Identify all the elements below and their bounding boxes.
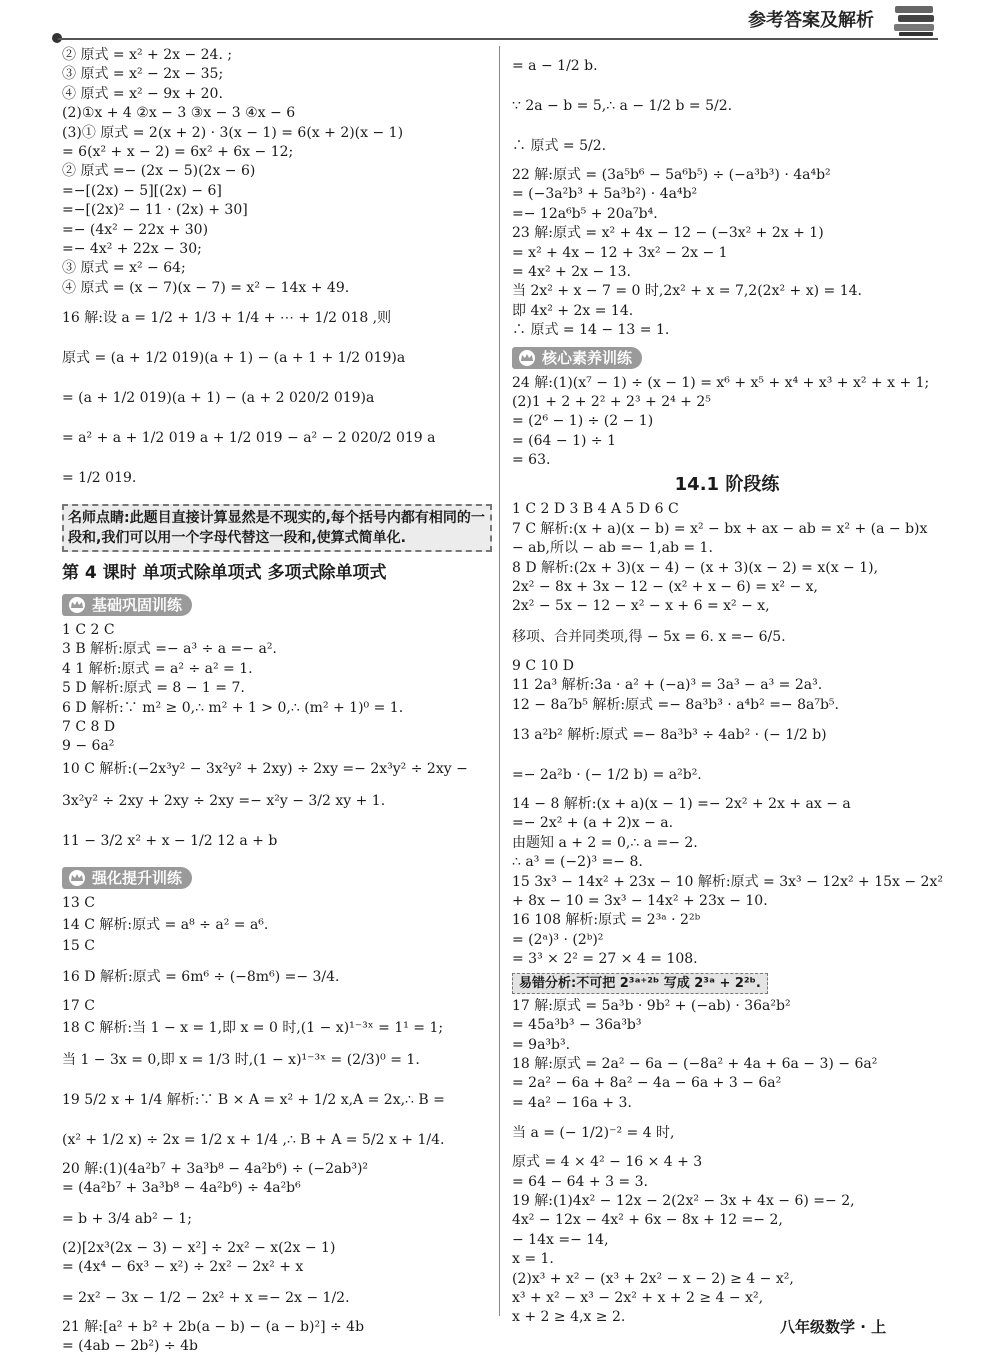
answer-line: x = 1. <box>512 1251 554 1268</box>
answer-line: = 6(x² + x − 2) = 6x² + 6x − 12; <box>62 143 294 160</box>
answer-line: 17 解:原式 = 5a³b · 9b² + (−ab) · 36a²b² <box>512 997 791 1014</box>
answer-line: =− 4x² + 22x − 30; <box>62 240 202 257</box>
answer-line: x + 2 ≥ 4,x ≥ 2. <box>512 1309 626 1326</box>
answer-line: 当 2x² + x − 7 = 0 时,2x² + x = 7,2(2x² + x) = 14. <box>512 283 862 300</box>
answer-block-24 <box>512 374 942 471</box>
answer-line: 2x² − 8x + 3x − 12 − (x² + x − 6) = x² − x, <box>512 579 818 596</box>
answer-line: = 9a³b³. <box>512 1036 571 1053</box>
answer-line: 6 D 解析:∵ m² ≥ 0,∴ m² + 1 > 0,∴ (m² + 1)⁰ = 1. <box>62 699 404 716</box>
section-title: 14.1 阶段练 <box>674 474 780 496</box>
answer-line: (2)1 + 2 + 2² + 2³ + 2⁴ + 2⁵ <box>512 393 711 410</box>
answer-line: 13 a²b² 解析:原式 =− 8a³b³ ÷ 4ab² · (− 1/2 b) <box>512 726 827 743</box>
answer-line: 9 − 6a² <box>62 738 115 755</box>
answer-line: 18 解:原式 = 2a² − 6a − (−8a² + 4a + 6a − 3) − 6a² <box>512 1056 878 1073</box>
answer-line: ∴ a³ = (−2)³ =− 8. <box>512 854 643 871</box>
banner-label: 基础巩固训练 <box>92 596 183 615</box>
answer-line: = a − 1/2 b. <box>512 58 598 74</box>
answer-line: = 4a² − 16a + 3. <box>512 1094 632 1111</box>
answer-line: 22 解:原式 = (3a⁵b⁶ − 5a⁶b⁵) ÷ (−a³b³) · 4a⁴b² <box>512 167 831 183</box>
answer-line: = x² + 4x − 12 + 3x² − 2x − 1 <box>512 244 728 261</box>
answer-line: (3)① 原式 = 2(x + 2) · 3(x − 1) = 6(x + 2)(x − 1) <box>62 124 404 141</box>
answer-line: 19 5/2 x + 1/4 解析:∵ B × A = x² + 1/2 x,A = 2x,∴ B = <box>62 1091 445 1108</box>
answer-line: 1 C 2 C <box>62 622 115 639</box>
section-banner-core <box>512 347 642 369</box>
answer-line: ③ 原式 = x² − 64; <box>62 260 186 277</box>
answer-line: = a² + a + 1/2 019 a + 1/2 019 − a² − 2 020/2 019 a <box>62 430 436 447</box>
answer-line: 即 4x² + 2x = 14. <box>512 302 634 319</box>
answer-block-16 <box>62 298 492 498</box>
answer-line: 11 − 3/2 x² + x − 1/2 12 a + b <box>62 832 278 849</box>
header-rule <box>58 38 938 40</box>
answer-line: ∴ 原式 = 14 − 13 = 1. <box>512 322 670 339</box>
answer-line: 7 C 解析:(x + a)(x − b) = x² − bx + ax − ab = x² + (a − b)x <box>512 520 928 537</box>
answer-line: = 63. <box>512 452 551 469</box>
answer-line: 17 C <box>62 997 95 1014</box>
answer-line: 24 解:(1)(x⁷ − 1) ÷ (x − 1) = x⁶ + x⁵ + x⁴ + x³ + x² + x + 1; <box>512 374 930 391</box>
answer-line: 当 a = (− 1/2)⁻² = 4 时, <box>512 1125 675 1142</box>
answer-line: 12 − 8a⁷b⁵ 解析:原式 =− 8a³b³ · a⁴b² =− 8a⁷b⁵. <box>512 696 839 713</box>
answer-line: (2)①x + 4 ②x − 3 ③x − 3 ④x − 6 <box>62 105 296 122</box>
answer-line: =− 12a⁶b⁵ + 20a⁷b⁴. <box>512 205 658 222</box>
answer-line: + 8x − 10 = 3x³ − 14x² + 23x − 10. <box>512 892 768 909</box>
banner-label: 核心素养训练 <box>542 348 633 367</box>
crown-icon <box>518 350 536 366</box>
teacher-tip-box: 名师点睛:此题目直接计算显然是不现实的,每个括号内都有相同的一段和,我们可以用一个字母代替这一段和,使算式简单化. <box>62 504 492 552</box>
answer-line: − 14x =− 14, <box>512 1231 609 1248</box>
answer-line: = (−3a²b³ + 5a³b²) · 4a⁴b² <box>512 186 698 203</box>
answer-line: 16 108 解析:原式 = 2³ᵃ · 2²ᵇ <box>512 912 701 929</box>
answer-line: 14 C 解析:原式 = a⁸ ÷ a² = a⁶. <box>62 917 269 934</box>
page-header-title: 参考答案及解析 <box>748 10 874 31</box>
answer-line: (2)[2x³(2x − 3) − x²] ÷ 2x² − x(2x − 1) <box>62 1239 336 1256</box>
answer-line: = 1/2 019. <box>62 470 137 487</box>
answer-line: ④ 原式 = x² − 9x + 20. <box>62 85 223 102</box>
answer-line: = (4a²b⁷ + 3a³b⁸ − 4a²b⁶) ÷ 4a²b⁶ <box>62 1180 301 1197</box>
answer-line: 18 C 解析:当 1 − x = 1,即 x = 0 时,(1 − x)¹⁻³ˣ = 1¹ = 1; <box>62 1019 444 1036</box>
crown-icon <box>68 870 86 886</box>
answer-line: ∵ 2a − b = 5,∴ a − 1/2 b = 5/2. <box>512 98 733 114</box>
banner-label: 强化提升训练 <box>92 868 183 887</box>
answer-block-21-23 <box>512 46 942 341</box>
answer-line: 15 C <box>62 938 95 955</box>
answer-line: 原式 = (a + 1/2 019)(a + 1) − (a + 1 + 1/2 019)a <box>62 350 406 367</box>
answer-line: 8 D 解析:(2x + 3)(x − 4) − (x + 3)(x − 2) = x(x − 1), <box>512 559 879 576</box>
answer-line: = 2a² − 6a + 8a² − 4a − 6a + 3 − 6a² <box>512 1075 782 1092</box>
answer-line: =−[(2x)² − 11 · (2x) + 30] <box>62 202 248 219</box>
answer-line: 10 C 解析:(−2x³y² − 3x²y² + 2xy) ÷ 2xy =− 2x³y² ÷ 2xy − <box>62 760 468 777</box>
answer-line: x³ + x² − x³ − 2x² + x + 2 ≥ 4 − x², <box>512 1289 764 1306</box>
answer-line: = 45a³b³ − 36a³b³ <box>512 1017 642 1034</box>
answer-line: 19 解:(1)4x² − 12x − 2(2x² − 3x + 4x − 6) =− 2, <box>512 1193 855 1210</box>
lesson-title: 第 4 课时 单项式除单项式 多项式除单项式 <box>62 563 387 584</box>
answer-line: 11 2a³ 解析:3a · a² + (−a)³ = 3a³ − a³ = 2a³. <box>512 677 823 694</box>
answer-line: 原式 = 4 × 4² − 16 × 4 + 3 <box>512 1154 703 1171</box>
answer-line: 1 C 2 D 3 B 4 A 5 D 6 C <box>512 501 679 518</box>
answer-line: = b + 3/4 ab² − 1; <box>62 1210 192 1227</box>
answer-line: 14 − 8 解析:(x + a)(x − 1) =− 2x² + 2x + ax − a <box>512 795 851 812</box>
answer-block-17-19 <box>512 997 942 1328</box>
answer-line: ② 原式 = x² + 2x − 24. ; <box>62 47 233 63</box>
answer-line: = 3³ × 2² = 27 × 4 = 108. <box>512 951 698 968</box>
answer-block-15 <box>62 46 492 298</box>
answer-line: 20 解:(1)(4a²b⁷ + 3a³b⁸ − 4a²b⁶) ÷ (−2ab³)² <box>62 1160 369 1177</box>
answer-line: 16 D 解析:原式 = 6m⁶ ÷ (−8m⁶) =− 3/4. <box>62 968 340 985</box>
page-footer: 八年级数学 · 上 <box>780 1318 887 1336</box>
answer-line: 9 C 10 D <box>512 657 575 674</box>
answer-line: 13 C <box>62 894 95 911</box>
answer-line: 3 B 解析:原式 =− a³ ÷ a =− a². <box>62 641 277 658</box>
answer-line: 2x² − 5x − 12 − x² − x + 6 = x² − x, <box>512 598 770 615</box>
answer-line: = 64 − 64 + 3 = 3. <box>512 1173 648 1190</box>
answer-block-advanced <box>62 894 492 1356</box>
answer-line: 16 解:设 a = 1/2 + 1/3 + 1/4 + ⋯ + 1/2 018 ,则 <box>62 310 392 327</box>
answer-line: = (2⁶ − 1) ÷ (2 − 1) <box>512 413 654 430</box>
answer-line: = (4x⁴ − 6x³ − x²) ÷ 2x² − 2x² + x <box>62 1259 304 1276</box>
left-column <box>62 46 492 1356</box>
answer-line: = (2ᵃ)³ · (2ᵇ)² <box>512 931 604 948</box>
answer-line: 21 解:[a² + b² + 2b(a − b) − (a − b)²] ÷ 4b <box>62 1318 365 1335</box>
answer-line: ④ 原式 = (x − 7)(x − 7) = x² − 14x + 49. <box>62 279 350 296</box>
answer-line: 4 1 解析:原式 = a² ÷ a² = 1. <box>62 660 253 677</box>
column-divider <box>499 46 500 1316</box>
answer-line: =− 2a²b · (− 1/2 b) = a²b². <box>512 766 702 783</box>
answer-line: =− 2x² + (a + 2)x − a. <box>512 815 674 832</box>
book-stack-icon <box>893 2 937 38</box>
answer-line: 由题知 a + 2 = 0,∴ a =− 2. <box>512 834 698 851</box>
answer-line: = 4x² + 2x − 13. <box>512 263 631 280</box>
answer-line: 当 1 − 3x = 0,即 x = 1/3 时,(1 − x)¹⁻³ˣ = (2/3)⁰ = 1. <box>62 1051 420 1068</box>
answer-line: (2)x³ + x² − (x³ + 2x² − x − 2) ≥ 4 − x², <box>512 1270 794 1287</box>
section-banner-basic <box>62 594 192 616</box>
answer-line: 移项、合并同类项,得 − 5x = 6. x =− 6/5. <box>512 628 786 645</box>
answer-line: ∴ 原式 = 5/2. <box>512 138 607 154</box>
answer-line: 15 3x³ − 14x² + 23x − 10 解析:原式 = 3x³ − 12x² + 15x − 2x² <box>512 873 943 890</box>
answer-block-stage <box>512 500 942 969</box>
right-column <box>512 46 942 1328</box>
answer-line: 23 解:原式 = x² + 4x − 12 − (−3x² + 2x + 1) <box>512 225 824 242</box>
answer-line: =− (4x² − 22x + 30) <box>62 221 209 238</box>
answer-line: =−[(2x) − 5][(2x) − 6] <box>62 182 222 199</box>
answer-line: 7 C 8 D <box>62 719 116 736</box>
answer-line: 4x² − 12x − 4x² + 6x − 8x + 12 =− 2, <box>512 1212 783 1229</box>
crown-icon <box>68 597 86 613</box>
answer-line: = 2x² − 3x − 1/2 − 2x² + x =− 2x − 1/2. <box>62 1289 350 1306</box>
answer-line: − ab,所以 − ab =− 1,ab = 1. <box>512 540 713 557</box>
section-banner-advanced <box>62 867 192 889</box>
answer-line: 5 D 解析:原式 = 8 − 1 = 7. <box>62 680 245 697</box>
answer-line: 3x²y² ÷ 2xy + 2xy ÷ 2xy =− x²y − 3/2 xy + 1. <box>62 792 386 809</box>
answer-block-basic <box>62 621 492 861</box>
answer-line: ② 原式 =− (2x − 5)(2x − 6) <box>62 163 256 180</box>
answer-line: = (64 − 1) ÷ 1 <box>512 432 616 449</box>
answer-line: = (4ab − 2b²) ÷ 4b <box>62 1337 198 1354</box>
answer-line: (x² + 1/2 x) ÷ 2x = 1/2 x + 1/4 ,∴ B + A = 5/2 x + 1/4. <box>62 1131 445 1148</box>
answer-line: ③ 原式 = x² − 2x − 35; <box>62 66 224 83</box>
error-analysis-box: 易错分析:不可把 2³ᵃ⁺²ᵇ 写成 2³ᵃ + 2²ᵇ. <box>512 973 768 994</box>
answer-line: = (a + 1/2 019)(a + 1) − (a + 2 020/2 019)a <box>62 390 375 407</box>
